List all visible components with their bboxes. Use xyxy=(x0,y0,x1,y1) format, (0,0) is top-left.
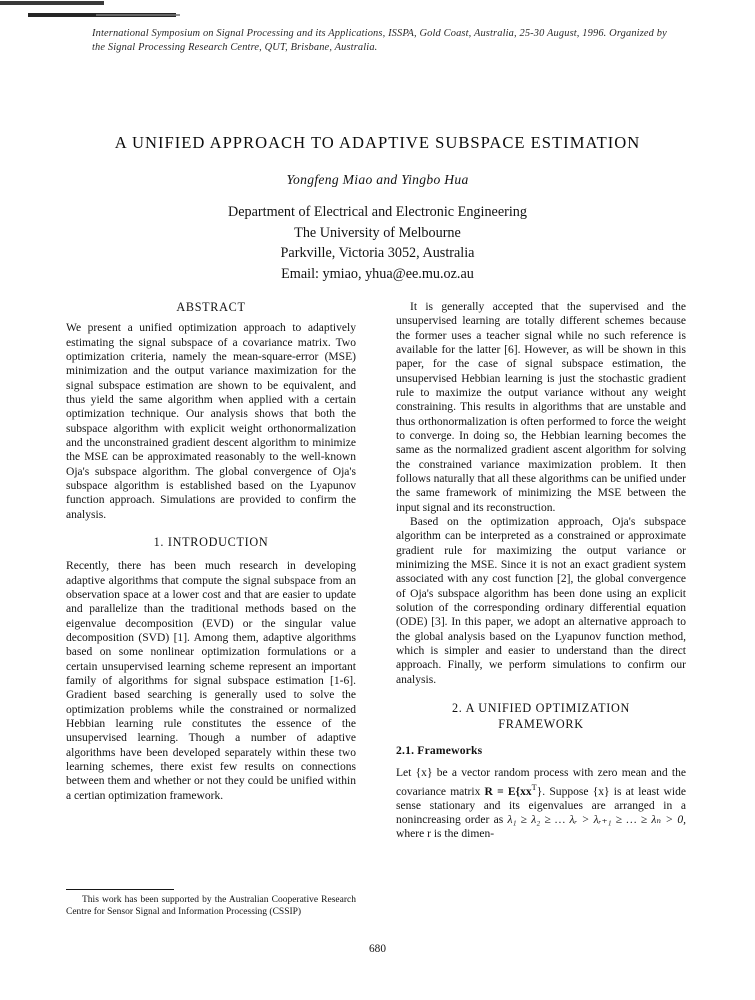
affiliation-email: Email: ymiao, yhua@ee.mu.oz.au xyxy=(281,265,474,282)
conference-header: International Symposium on Signal Processing and its Applications, ISSPA, Gold Coast, Australia, 25-30 August, 1996. Organized by the Signal Processing Research Centre, QUT, Brisbane, Australia. xyxy=(92,28,667,53)
footnote-rule xyxy=(66,889,174,890)
paragraph-3-text-b: Suppose {x} is at least wide sense stationary and its eigenvalues are arranged in a nonincreasing order as xyxy=(396,785,687,827)
introduction-heading: 1. INTRODUCTION xyxy=(153,534,269,549)
introduction-text: Recently, there has been much research in developing adaptive algorithms that compute the signal subspace from an observation space at a lower cost and that are easier to update and parallelize than the traditional methods based on the eigenvalue decomposition (EVD) or the singular value decomposition (SVD) [1]. Among them, adaptive algorithms based on some nonlinear optimization formulations or a certain unsupervised learning scheme represent an important family of algorithms for signal subspace estimation [1-6]. Gradient based searching is generally used to solve the optimization problems while the constrained or normalized Hebbian learning rule constitutes the essence of the unsupervised learning. Though a number of adaptive algorithms have been developed separately within these two learning schemes, there exist few results on connections between them and whether or not they could be unified within a certian optimization framework. xyxy=(66,560,356,802)
paragraph-3-math-transpose: T xyxy=(531,782,537,792)
section-2-heading xyxy=(396,700,686,732)
left-column xyxy=(66,300,356,803)
right-paragraph-3 xyxy=(396,766,686,841)
affiliation-block xyxy=(0,202,755,284)
paragraph-3-eigenvalue-order: λ₁ ≥ λ₂ ≥ … λᵣ > λᵣ₊₁ ≥ … ≥ λₙ > 0, xyxy=(507,814,686,827)
footnote-line-3: (CSSIP) xyxy=(269,906,302,917)
section-2-heading-line-1: 2. A UNIFIED OPTIMIZATION xyxy=(452,700,630,715)
paragraph-3-text-c: where r is the dimen- xyxy=(396,828,495,841)
paragraph-3-math-R: R = E{xx xyxy=(484,785,532,798)
page-title: A UNIFIED APPROACH TO ADAPTIVE SUBSPACE ESTIMATION xyxy=(114,133,641,152)
affiliation-line-3: Parkville, Victoria 3052, Australia xyxy=(280,245,475,262)
affiliation-line-1: Department of Electrical and Electronic Engineering xyxy=(228,204,527,220)
paragraph-3-text-a: Let {x} be a vector random process with zero mean and the covariance matrix xyxy=(396,767,686,798)
right-paragraph-2: Based on the optimization approach, Oja's subspace algorithm can be interpreted as a constrained or approximate gradient rule for maximizing the output variance or minimizing the MSE. Since it is not an exact gradient system associated with any cost function [2], the global convergence of Oja's subspace algorithm has been done using an explicit solution of the corresponding ordinary differential equation (ODE) [3]. In this paper, we adopt an alternative approach to the global analysis based on the Lyapunov function method, which is simpler and easier to understand than the direct approach. Finally, we perform simulations to confirm our analysis. xyxy=(396,515,686,686)
section-2-heading-line-2: FRAMEWORK xyxy=(498,716,584,731)
affiliation-line-2: The University of Melbourne xyxy=(294,224,461,241)
footnote-line-1: This work has been supported by the Australian Cooperative xyxy=(82,895,319,905)
right-column xyxy=(396,300,686,842)
right-paragraph-1: It is generally accepted that the supervised and the unsupervised learning are totally different schemes because the former uses a teacher signal while no such reference is available for the latter [6]. However, as will be shown in this paper, for the case of signal subspace estimation, the unsupervised Hebbian learning is just the stochastic gradient rule to maximize the output variance without any weight constraining. This results in algorithms that are unstable and thus orthonormalization is often performed to force the weight to converge. In doing so, the Hebbian learning becomes the same as the normalized gradient ascent algorithm for solving the constrained variance maximization problem. It then follows naturally that all these algorithms can be unified under the same framework of minimizing the MSE between the input signal and its reconstruction. xyxy=(396,301,686,514)
author-list: Yongfeng Miao and Yingbo Hua xyxy=(286,172,469,187)
page-number: 680 xyxy=(369,943,386,955)
subsection-2-1-heading: 2.1. Frameworks xyxy=(396,743,483,757)
paragraph-3-math-close: }. xyxy=(536,785,546,798)
footnote-text xyxy=(66,895,356,918)
footnote-block xyxy=(66,889,356,918)
footnote-line-2: Research Centre for Sensor Signal and Information Processing xyxy=(66,895,356,917)
scan-artifact-bar-light xyxy=(96,14,180,16)
scan-artifact-bar-top xyxy=(0,1,104,5)
abstract-text: We present a unified optimization approach to adaptively estimating the signal subspace of a covariance matrix. Two optimization criteria, namely the mean-square-error (MSE) minimization and the output variance maximization for the signal subspace estimation are shown to be equivalent, and thus yield the same algorithm when applied with a certain optimization technique. Our analysis shows that both the subspace algorithm with explicit weight orthonormalization and the unconstrained gradient descent algorithm to minimize the MSE can be approximated reasonably to the well-known Oja's subspace algorithm. The global convergence of Oja's subspace algorithm is established based on the Lyapunov function approach. Simulations are provided to confirm the analysis. xyxy=(66,322,356,521)
abstract-heading: ABSTRACT xyxy=(176,300,246,314)
